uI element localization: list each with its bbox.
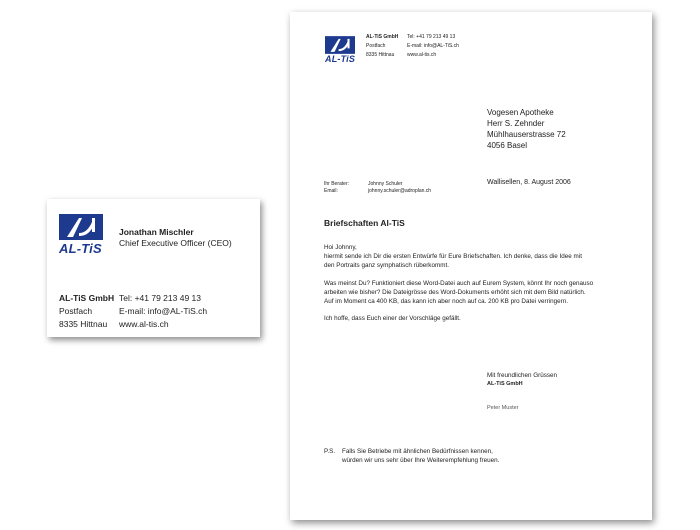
altis-logo-icon <box>325 36 355 54</box>
paragraph3: Ich hoffe, dass Euch einer der Vorschläge gefällt. <box>324 315 461 322</box>
paragraph1-line-2: den Portraits ganz symphatisch rüberkommt. <box>324 262 449 269</box>
closing: Mit freundlichen Grüssen <box>487 372 557 379</box>
ps-label: P.S. <box>324 448 336 455</box>
letter-header-phone: Tel: +41 79 213 49 13 <box>407 34 456 40</box>
card-city: 8335 Hittnau <box>59 319 108 329</box>
paragraph2-line-2: arbeiten wie bisher? Die Dateigrösse des Word-Dokuments erhöht sich mit dem Bild natürlich. <box>324 289 586 296</box>
advisor-email: johnny.schuler@adroplan.ch <box>368 188 432 194</box>
letter-header-city: 8335 Hittnau <box>366 52 395 58</box>
card-postfach: Postfach <box>59 306 93 316</box>
letter-date: Wallisellen, 8. August 2006 <box>487 179 571 186</box>
card-website: www.al-tis.ch <box>119 319 169 329</box>
card-title: Chief Executive Officer (CEO) <box>119 238 232 248</box>
letter-subject: Briefschaften Al-TiS <box>324 218 405 228</box>
letter-header-postfach: Postfach <box>366 43 386 49</box>
recipient-line-1: Vogesen Apotheke <box>487 108 554 117</box>
advisor-label: Ihr Berater: <box>324 181 350 187</box>
paragraph2-line-3: Auf im Moment ca 400 KB, das kann ich aber noch auf ca. 200 KB pro Datei verringern. <box>324 298 568 305</box>
signature: Peter Muster <box>487 405 519 411</box>
paragraph1-line-1: hiermit sende ich Dir die ersten Entwürfe für Eure Briefschaften. Ich denke, dass die Idee mit <box>324 253 582 260</box>
letter-header-company: AL-TiS GmbH <box>366 34 399 40</box>
card-company: AL-TiS GmbH <box>59 293 115 303</box>
card-phone: Tel: +41 79 213 49 13 <box>119 293 201 303</box>
letter-header-website: www.al-tis.ch <box>407 52 437 58</box>
closing-company: AL-TiS GmbH <box>487 381 523 387</box>
ps-line-2: würden wir uns sehr über Ihre Weiterempfehlung freuen. <box>342 457 500 464</box>
card-name: Jonathan Mischler <box>119 227 194 237</box>
recipient-line-2: Herr S. Zehnder <box>487 119 545 128</box>
advisor-name: Johnny Schuler <box>368 181 403 187</box>
paragraph2-line-1: Was meinst Du? Funktioniert diese Word-Datei auch auf Eurem System, könnt Ihr noch genauso <box>324 280 594 287</box>
altis-logo-icon <box>59 214 103 240</box>
letterhead-page <box>290 12 652 520</box>
business-card <box>47 199 260 337</box>
recipient-line-4: 4056 Basel <box>487 141 528 150</box>
card-email: E-mail: info@AL-TiS.ch <box>119 306 208 316</box>
letter-greeting: Hoi Johnny, <box>324 244 357 251</box>
email-label: Email: <box>324 188 338 194</box>
card-logo-text: AL-TiS <box>59 241 102 256</box>
ps-line-1: Falls Sie Betriebe mit ähnlichen Bedürfnissen kennen, <box>342 448 493 455</box>
recipient-line-3: Mühlhauserstrasse 72 <box>487 130 566 139</box>
letter-header-email: E-mail: info@AL-TiS.ch <box>407 43 459 49</box>
letter-logo-text: AL-TiS <box>325 54 356 64</box>
